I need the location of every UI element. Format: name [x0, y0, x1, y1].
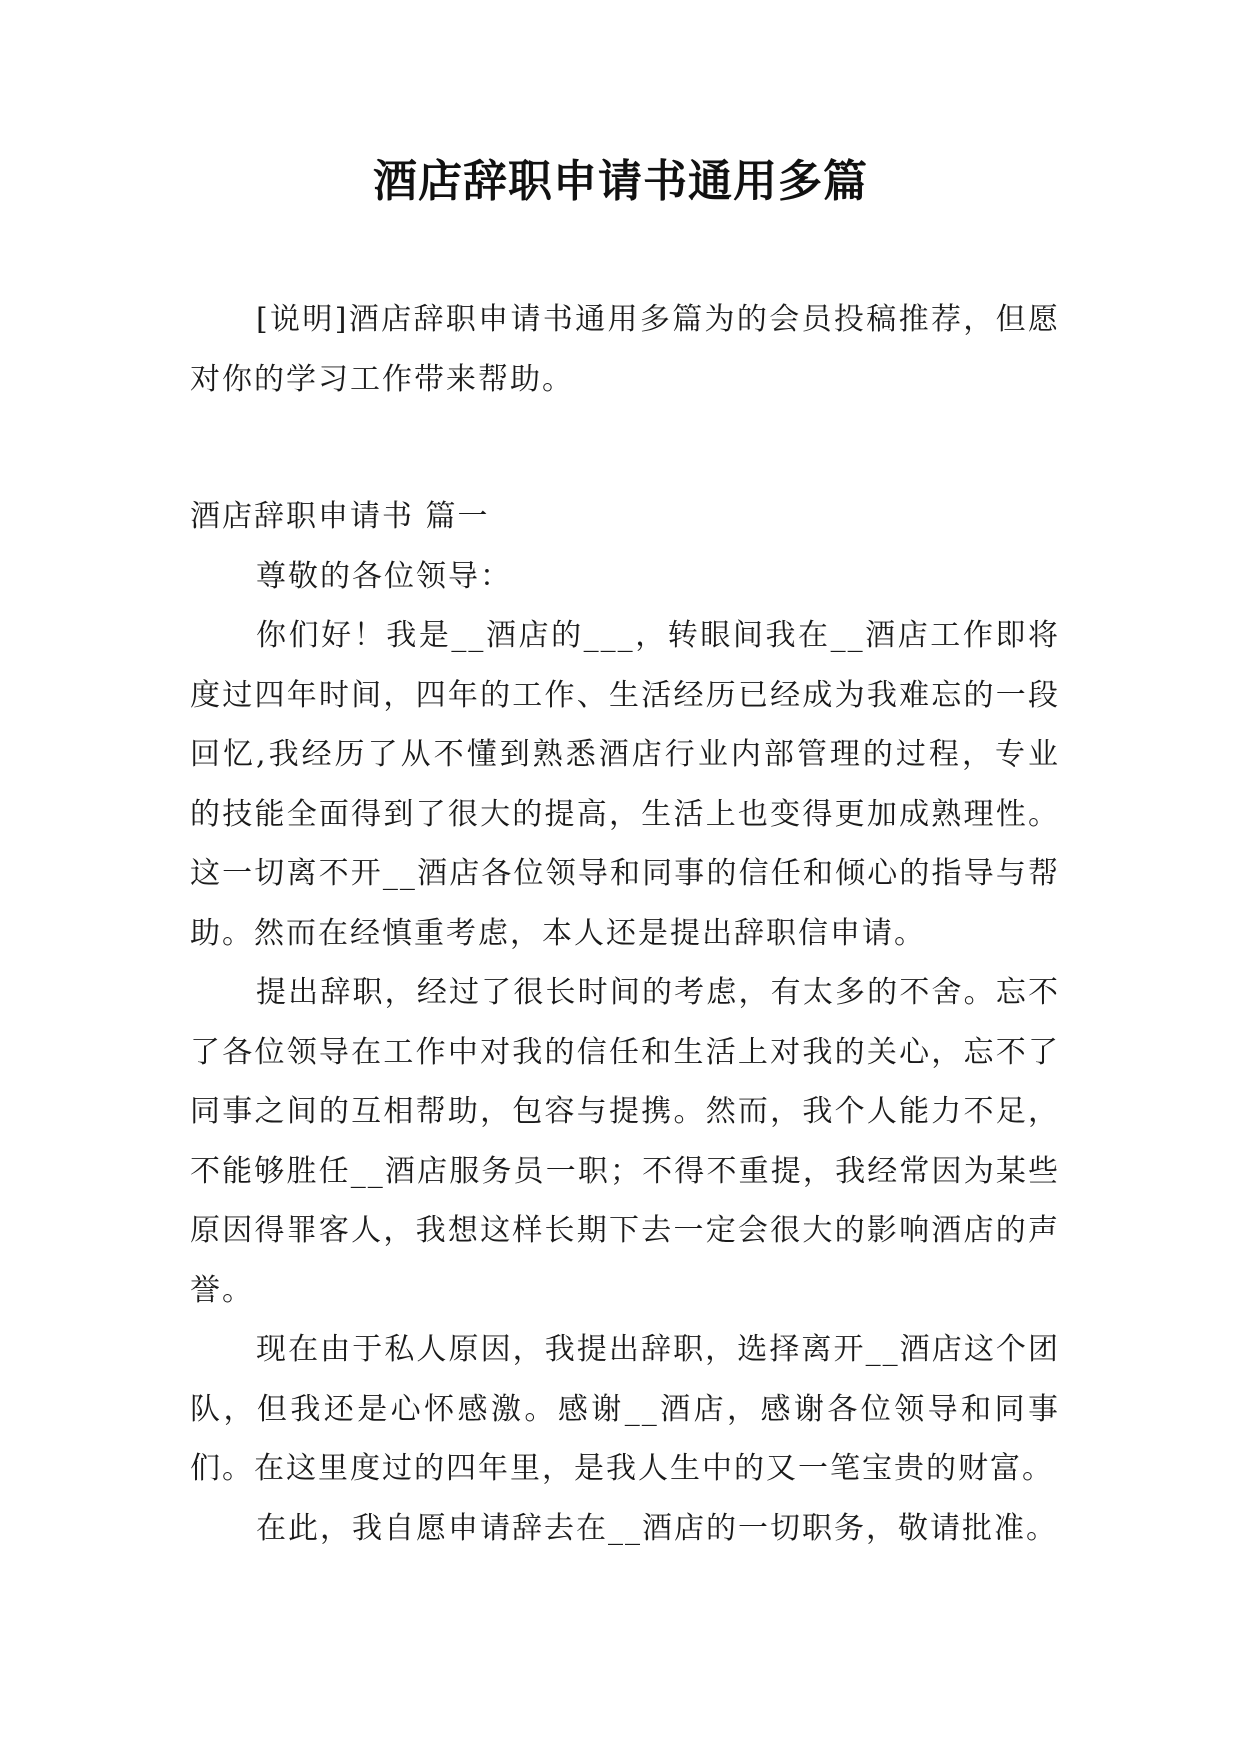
body-paragraph-3: 现在由于私人原因，我提出辞职，选择离开__酒店这个团队，但我还是心怀感激。感谢__酒店，感谢各位领导和同事们。在这里度过的四年里，是我人生中的又一笔宝贵的财富。 [190, 1332, 1060, 1486]
body-paragraph-1: 你们好！我是__酒店的___，转眼间我在__酒店工作即将度过四年时间，四年的工作、生活经历已经成为我难忘的一段回忆,我经历了从不懂到熟悉酒店行业内部管理的过程，专业的技能全面得到了很大的提高，生活上也变得更加成熟理性。这一切离不开__酒店各位领导和同事的信任和倾心的指导与帮助。然而在经慎重考虑，本人还是提出辞职信申请。 [190, 618, 1060, 951]
salutation: 尊敬的各位领导： [256, 558, 512, 594]
section-heading: 酒店辞职申请书 篇一 [190, 499, 490, 534]
document-title: 酒店辞职申请书通用多篇 [373, 156, 868, 207]
section-spacer [190, 409, 1060, 487]
document-body [190, 290, 1060, 1558]
body-paragraph-4: 在此，我自愿申请辞去在__酒店的一切职务，敬请批准。 [256, 1510, 1058, 1546]
intro-paragraph: [说明]酒店辞职申请书通用多篇为的会员投稿推荐，但愿对你的学习工作带来帮助。 [190, 302, 1060, 397]
body-paragraph-2: 提出辞职，经过了很长时间的考虑，有太多的不舍。忘不了各位领导在工作中对我的信任和生活上对我的关心，忘不了同事之间的互相帮助，包容与提携。然而，我个人能力不足，不能够胜任__酒店服务员一职；不得不重提，我经常因为某些原因得罪客人，我想这样长期下去一定会很大的影响酒店的声誉。 [190, 975, 1060, 1308]
